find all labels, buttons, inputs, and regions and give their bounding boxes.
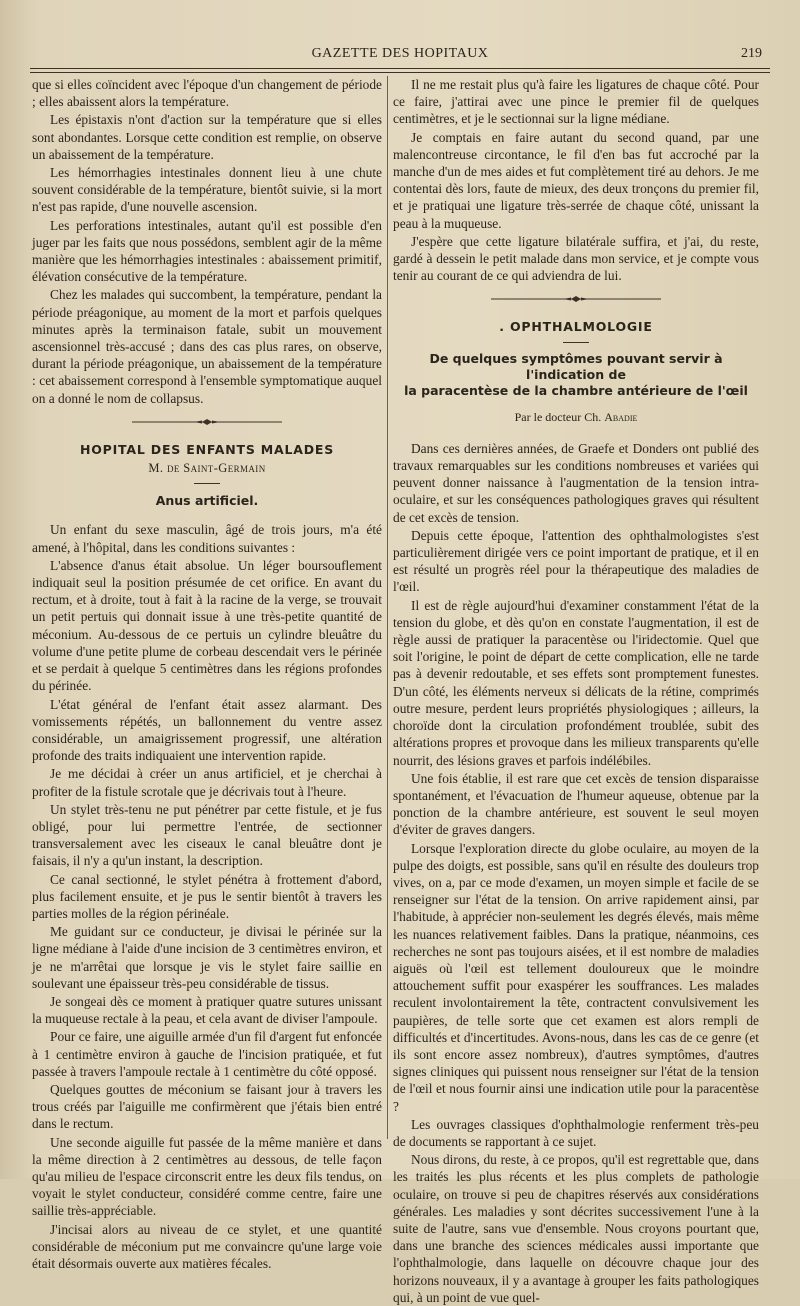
- header-rule-thin: [30, 72, 770, 73]
- paragraph: Les épistaxis n'ont d'action sur la température que si elles sont abondantes. Lorsque cette condition est remplie, on observe un abaissement de la température.: [32, 112, 382, 162]
- paragraph: Un enfant du sexe masculin, âgé de trois jours, m'a été amené, à l'hôpital, dans les conditions suivantes :: [32, 522, 382, 555]
- article-title-line: De quelques symptômes pouvant servir à l'indication de: [429, 350, 723, 382]
- section-author: M. de Saint-Germain: [148, 461, 266, 476]
- ornament-divider: [32, 417, 382, 431]
- paragraph: Me guidant sur ce conducteur, je divisai le périnée sur la ligne médiane à l'aide d'une incision de 3 centimètres environ, et je ne m'arrêtai que lorsque je vis le stylet faire saillie en soulevant une épaisseur très-peu considérable de tissus.: [32, 924, 382, 991]
- right-column: [393, 76, 759, 1305]
- short-rule: [563, 342, 589, 343]
- paragraph: Il ne me restait plus qu'à faire les ligatures de chaque côté. Pour ce faire, j'attirai avec une pince le premier fil de quelques centimètres, et je le sectionnai sur la ligne médiane.: [393, 77, 759, 127]
- paragraph: Dans ces dernières années, de Graefe et Donders ont publié des travaux remarquables sur les conditions nombreuses et variées qui peuvent donner naissance à l'augmentation de la tension intra-oculaire, et sur les conséquences pathologiques graves qui résultent de cet excès de tension.: [393, 440, 759, 525]
- paragraph: Ce canal sectionné, le stylet pénétra à frottement d'abord, plus facilement ensuite, et je pus le sentir bientôt à travers les parties molles de la région périnéale.: [32, 871, 382, 921]
- byline: [393, 409, 759, 426]
- byline-prefix: Par le docteur Ch.: [514, 409, 602, 424]
- article-title-line: la paracentèse de la chambre antérieure de l'œil: [404, 382, 748, 398]
- paragraph: Les ouvrages classiques d'ophthalmologie renferment très-peu de documents se rapportant à ce sujet.: [393, 1116, 759, 1149]
- paragraph: Chez les malades qui succombent, la température, pendant la période préagonique, au moment de la mort et parfois quelques minutes après la terminaison fatale, subit un mouvement ascensionnel très-accusé ; dans des cas plus rares, on observe, durant la période préagonique, un abaissement de la température : cet abaissement correspond à l'ensemble symptomatique auquel on a donné le nom de collapsus.: [32, 287, 382, 406]
- page-number: 219: [741, 46, 762, 61]
- paragraph: J'espère que cette ligature bilatérale suffira, et j'ai, du reste, gardé à dessein le petit malade dans mon service, et je compte vous tenir au courant de ce qui adviendra de lui.: [393, 233, 759, 284]
- byline-author: Abadie: [604, 409, 638, 424]
- paragraph: Il est de règle aujourd'hui d'examiner constamment l'état de la tension du globe, et dès qu'on en constate l'augmentation, il est de règle aussi de pratiquer la paracentèse ou l'iridectomie. Quel que soit l'origine, le point de départ de cette complication, elle ne tarde pas à devenir redoutable, et ses effets sont promptement funestes. D'un côté, les éléments nerveux si délicats de la rétine, comprimés outre mesure, perdent leurs propriétés physiologiques ; ailleurs, la choroïde dont la circulation profondément troublée, subit des altérations propres et provoque dans les milieux transparents qu'elle nourrit, des lésions graves et parfois indélébiles.: [393, 597, 759, 768]
- paragraph: Les hémorrhagies intestinales donnent lieu à une chute souvent considérable de la température, bientôt suivie, si la mort n'est pas rapide, d'une nouvelle ascension.: [32, 165, 382, 215]
- paragraph: Les perforations intestinales, autant qu'il est possible d'en juger par les faits que nous possédons, semblent agir de la même manière que les hémorrhagies intestinales : abaissement primitif, élévation consécutive de la température.: [32, 217, 382, 285]
- ornament-divider: [393, 294, 759, 308]
- paragraph: Une seconde aiguille fut passée de la même manière et dans la même direction à 2 centimètres au dessous, de telle façon qu'au milieu de l'espace circonscrit entre les deux fils tendus, on voyait le stylet conducteur, considéré comme centre, faire une saillie très-appréciable.: [32, 1134, 382, 1219]
- paragraph: Un stylet très-tenu ne put pénétrer par cette fistule, et je fus obligé, pour lui permettre l'entrée, de sectionner transversalement avec les ciseaux le canal bleuâtre dont je faisais, il n'y a qu'un instant, la description.: [32, 801, 382, 869]
- short-rule: [194, 483, 220, 484]
- paragraph: Une fois établie, il est rare que cet excès de tension disparaisse spontanément, et l'évacuation de l'humeur aqueuse, obtenue par la ponction de la chambre antérieure, est souvent le seul moyen d'éviter de graves dangers.: [393, 770, 759, 838]
- journal-title: GAZETTE DES HOPITAUX: [311, 46, 489, 61]
- article-title: [393, 351, 759, 399]
- paragraph: Nous dirons, du reste, à ce propos, qu'il est regrettable que, dans les traités les plus récents et les plus complets de pathologie oculaire, on trouve si peu de chapitres réservés aux considérations générales. Les maladies y sont décrites successivement l'une à la suite de l'autre, sans vue d'ensemble. Nous croyons pourtant que, dans une branche des sciences médicales aussi importante que l'ophthalmologie, dans laquelle on découvre chaque jour des horizons nouveaux, il y a avantage à grouper les faits pathologiques qui, à un point de vue quel-: [393, 1152, 759, 1305]
- paragraph: Lorsque l'exploration directe du globe oculaire, au moyen de la pulpe des doigts, est possible, sans qu'il en résulte des douleurs trop vives, on a, par ce mode d'examen, un moyen simple et facile de se renseigner sur l'état de la tension. On arrive rapidement ainsi, par l'habitude, à apprécier non-seulement les degrés élevés, mais même les nuances relativement faibles. Dans la pratique, néanmoins, ces recherches ne sont pas toujours aisées, et il est nombre de maladies aiguës où l'œil est tellement douloureux que le moindre attouchement suffit pour exaspérer les souffrances. Les malades reculent involontairement la tête, contractent convulsivement les paupières, de telle sorte que cet examen est alors rempli de difficultés et d'incertitudes. Avons-nous, dans les cas de ce genre (et ils sont encore assez nombreux), d'autres symptômes, d'autres signes cliniques qui puissent nous renseigner sur l'état de la tension de l'œil et nous fournir ainsi une indication utile pour la paracentèse ?: [393, 840, 759, 1114]
- paragraph: J'incisai alors au niveau de ce stylet, et une quantité considérable de méconium put me convaincre qu'une large voie était désormais ouverte aux matières fécales.: [32, 1221, 382, 1271]
- section-title: HOPITAL DES ENFANTS MALADES: [79, 441, 335, 457]
- paragraph: Je comptais en faire autant du second quand, par une malencontreuse circontance, le fil d'en bas fut accroché par la manche d'un de mes aides et fut complètement tiré au dehors. Je me contentai dès lors, faute de mieux, des deux tronçons du premier fil, et je pratiquai une ligature très-serrée de chaque côté, unissant la peau à la muqueuse.: [393, 129, 759, 231]
- paragraph: L'état général de l'enfant était assez alarmant. Des vomissements répétés, un ballonnement du ventre assez considérable, un amaigrissement progressif, une altération profonde des traits indiquaient une intervention rapide.: [32, 696, 382, 764]
- article-title: Anus artificiel.: [155, 493, 259, 509]
- paragraph: Pour ce faire, une aiguille armée d'un fil d'argent fut enfoncée à 1 centimètre environ à gauche de l'incision pratiquée, et fut passée à travers l'ampoule rectale à 1 centimètre du côté opposé.: [32, 1029, 382, 1079]
- left-column: [32, 76, 382, 1271]
- section-title: . OPHTHALMOLOGIE: [499, 319, 653, 335]
- page-header: [30, 44, 770, 66]
- paragraph: Depuis cette époque, l'attention des ophthalmologistes s'est particulièrement dirigée vers ce point important de pratique, et il en est résulté un progrès réel pour la thérapeutique des maladies de l'œil.: [393, 527, 759, 595]
- header-rule: [30, 68, 770, 69]
- paragraph: Je songeai dès ce moment à pratiquer quatre sutures unissant la muqueuse rectale à la peau, et cela avant de diviser l'ampoule.: [32, 993, 382, 1027]
- paragraph: L'absence d'anus était absolue. Un léger boursouflement indiquait seul la position présumée de cet orifice. En avant du rectum, et à droite, tout à fait à la racine de la verge, se trouvait un petit pertuis qui donnait issue à une très-petite quantité de méconium. Au-dessous de ce pertuis un cylindre bleuâtre du volume d'une petite plume de corbeau descendait vers le périnée et se perdait à quelque 5 centimètres dans les régions profondes du périnée.: [32, 557, 382, 694]
- paragraph: que si elles coïncident avec l'époque d'un changement de période ; elles abaissent alors la température.: [32, 77, 382, 110]
- column-divider: [387, 76, 388, 1139]
- paragraph: Je me décidai à créer un anus artificiel, et je cherchai à profiter de la fistule scrotale que je décrivais tout à l'heure.: [32, 766, 382, 799]
- paragraph: Quelques gouttes de méconium se faisant jour à travers les trous créés par l'aiguille me confirmèrent que j'étais bien entré dans le rectum.: [32, 1081, 382, 1132]
